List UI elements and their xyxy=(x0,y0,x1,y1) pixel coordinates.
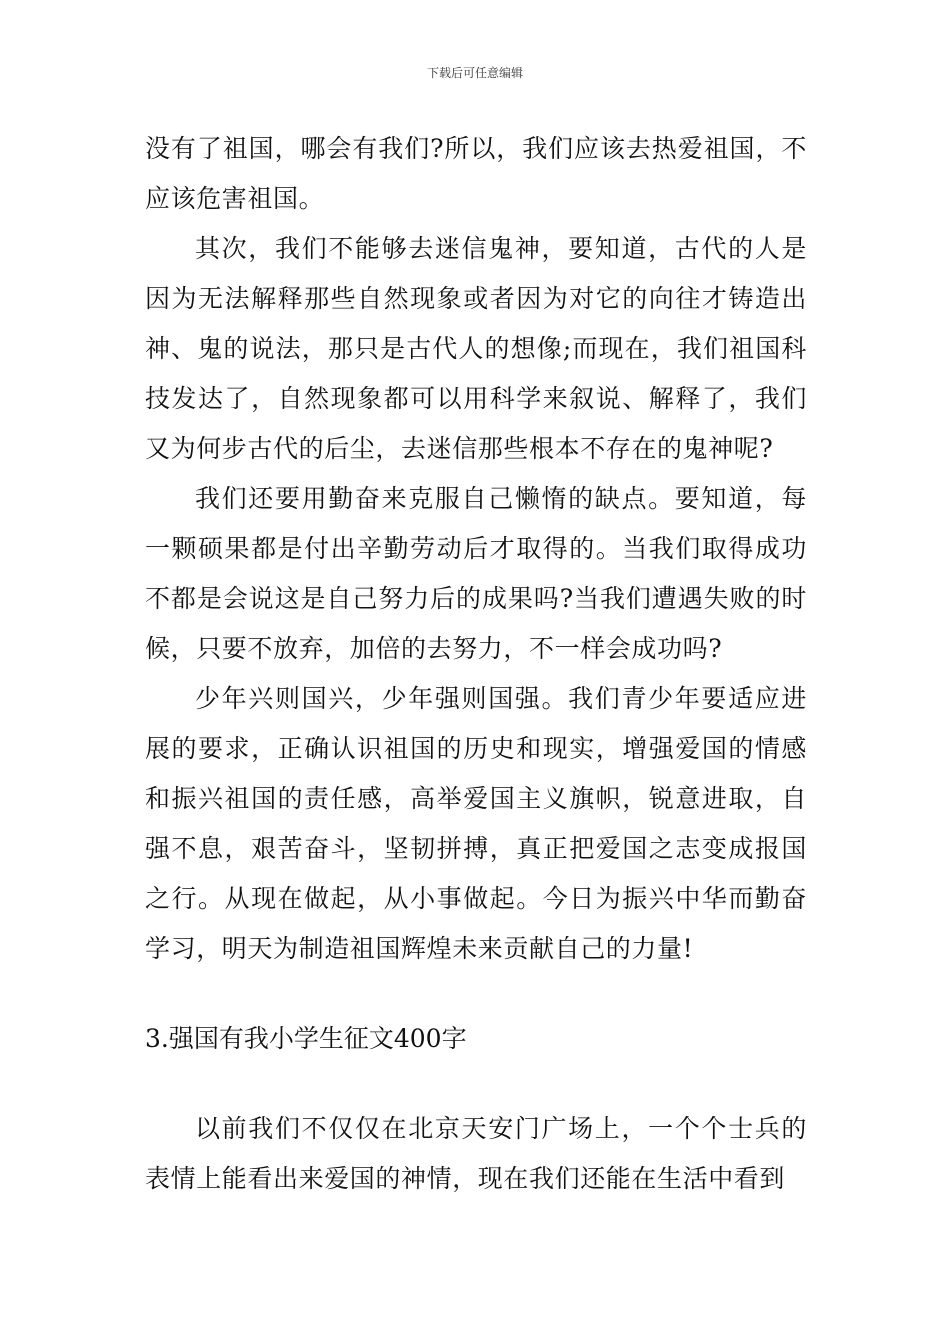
paragraph-4: 少年兴则国兴，少年强则国强。我们青少年要适应进展的要求，正确认识祖国的历史和现实，增强爱国的情感和振兴祖国的责任感，高举爱国主义旗帜，锐意进取，自强不息，艰苦奋斗，坚韧拼搏，真正把爱国之志变成报国之行。从现在做起，从小事做起。今日为振兴中华而勤奋学习，明天为制造祖国辉煌未来贡献自己的力量! xyxy=(145,684,807,963)
page-header: 下载后可任意编辑 xyxy=(426,66,523,80)
section-heading: 3.强国有我小学生征文400字 xyxy=(145,1024,467,1053)
paragraph-1: 没有了祖国，哪会有我们?所以，我们应该去热爱祖国，不应该危害祖国。 xyxy=(145,134,807,213)
paragraph-3: 我们还要用勤奋来克服自己懒惰的缺点。要知道，每一颗硕果都是付出辛勤劳动后才取得的。当我们取得成功不都是会说这是自己努力后的成果吗?当我们遭遇失败的时候，只要不放弃，加倍的去努力，不一样会成功吗? xyxy=(145,484,807,663)
paragraph-2: 其次，我们不能够去迷信鬼神，要知道，古代的人是因为无法解释那些自然现象或者因为对它的向往才铸造出神、鬼的说法，那只是古代人的想像;而现在，我们祖国科技发达了，自然现象都可以用科学来叙说、解释了，我们又为何步古代的后尘，去迷信那些根本不存在的鬼神呢? xyxy=(145,234,807,463)
document-body xyxy=(145,124,807,1204)
section-paragraph-1: 以前我们不仅仅在北京天安门广场上，一个个士兵的表情上能看出来爱国的神情，现在我们还能在生活中看到 xyxy=(145,1114,807,1193)
